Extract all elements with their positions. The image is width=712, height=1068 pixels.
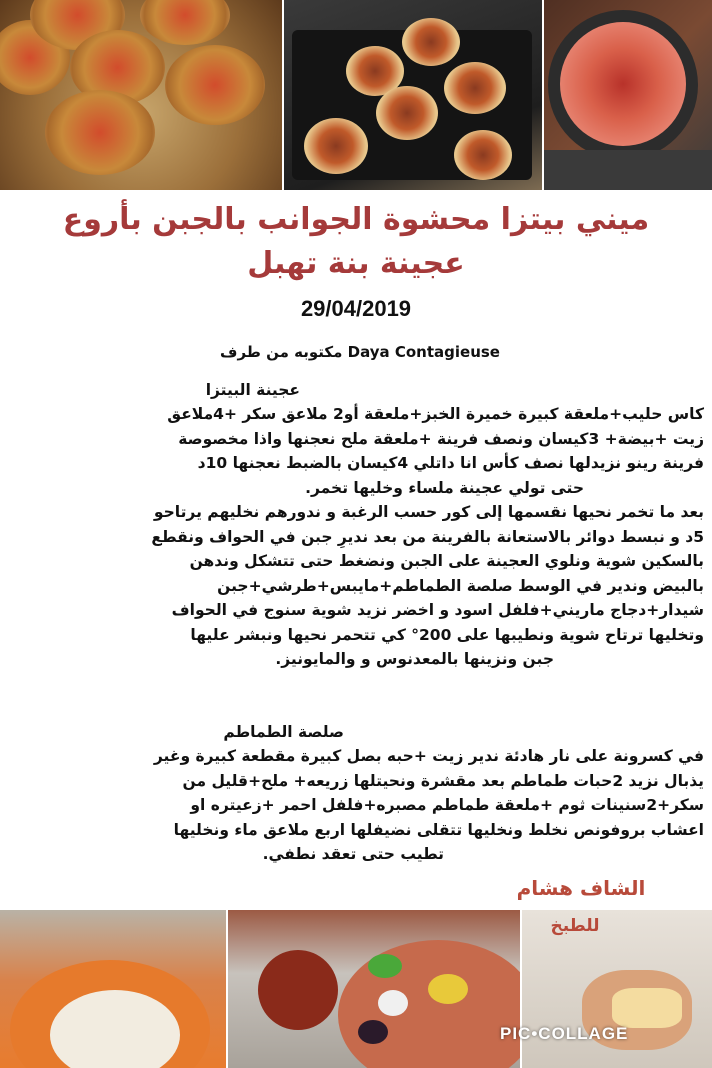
pizza-shape [165, 45, 265, 125]
cheese [378, 990, 408, 1016]
piccollage-watermark: PIC•COLLAGE [500, 1024, 629, 1043]
tomato-sauce-pan-photo [544, 0, 712, 190]
pizza-shape [444, 62, 506, 114]
baking-tray-photo [284, 0, 542, 190]
olives [358, 1020, 388, 1044]
toppings-board-photo [228, 910, 520, 1068]
dough-heading: عجينة البيتزا [205, 381, 300, 399]
text-line: شيدار+دجاج ماريني+فلفل اسود و اخضر نزيد شوية سنوج في الحواف [171, 601, 704, 619]
mini-pizzas-photo [0, 0, 282, 190]
pizza-shape [140, 0, 230, 45]
green-pepper [368, 954, 402, 978]
dough-ball [612, 988, 682, 1028]
text-line: فرينة رينو نزيدلها نصف كأس انا داتلي 4كيسان بالضبط نعجنها 10د [197, 454, 704, 472]
text-line: بالبيض وندير في الوسط صلصة الطماطم+مايبس+طرشي+جبن [217, 576, 704, 595]
text-line: بعد ما تخمر نحيها نقسمها إلى كور حسب الرغبة و ندورهم نخليهم يرتاحو [153, 503, 704, 521]
pizza-shape [304, 118, 368, 174]
pizza-shape [454, 130, 512, 180]
author-byline: مكتوبه من طرف Daya Contagieuse [220, 343, 500, 361]
text-line: زيت +بيضة+ 3كيسان ونصف فرينة +ملعقة ملح نعجنها واذا مخصوصة [178, 429, 704, 448]
text-line: بالسكين شوية ونلوي العجينة على الجبن ونضغط حتى تتشكل وندهن [189, 552, 704, 570]
sauce-pan [258, 950, 338, 1030]
text-line: يذبال نزيد 2حبات طماطم بعد مقشرة ونحيتلها زريعه+ ملح+قليل من [182, 771, 704, 790]
text-line: سكر+2سنينات ثوم +ملعقة طماطم مصبره+فلفل احمر +زعيتره او [190, 796, 704, 814]
mixing-bowl-photo [0, 910, 226, 1068]
stove [544, 150, 712, 190]
pizza-shape [402, 18, 460, 66]
dough-instructions [14, 402, 704, 672]
sauce [560, 22, 686, 146]
chef-signature: الشاف هشام [516, 876, 646, 900]
text-line: وتخليها ترتاح شوية ونطيبها على 200° كي تتحمر نحيها ونبشر عليها [190, 625, 704, 644]
recipe-title-line1: ميني بيتزا محشوة الجوانب بالجبن بأروع [62, 202, 650, 237]
corn [428, 974, 468, 1004]
text-line: حتى تولي عجينة ملساء وخليها تخمر. [305, 478, 584, 497]
chef-tag: للطبخ [550, 916, 600, 936]
cutting-board [338, 940, 520, 1068]
text-line: 5د و نبسط دوائر بالاستعانة بالفرينة من بعد نديرِ جبن في الحواف ونقطع [151, 527, 704, 546]
text-line: اعشاب بروفونص نخلط ونخليها تتقلى نضيفلها اربع ملاعق ماء ونخليها [173, 820, 704, 839]
pizza-shape [376, 86, 438, 140]
sauce-heading: صلصة الطماطم [223, 723, 344, 741]
recipe-title-line2: عجينة بنة تهبل [247, 246, 465, 281]
text-line: كاس حليب+ملعقة كبيرة خميرة الخبز+ملعقة أو2 ملاعق سكر +4ملاعق [167, 405, 704, 423]
sauce-instructions [14, 744, 704, 867]
text-line: تطيب حتى تعقد نطفي. [262, 845, 444, 863]
pizza-shape [45, 90, 155, 175]
text-line: في كسرونة على نار هادئة ندير زيت +حبه بصل كبيرة مقطعة كبيرة وغير [153, 747, 704, 765]
text-line: جبن ونزينها بالمعدنوس و والمايونيز. [275, 650, 554, 668]
post-date: 29/04/2019 [300, 296, 412, 321]
